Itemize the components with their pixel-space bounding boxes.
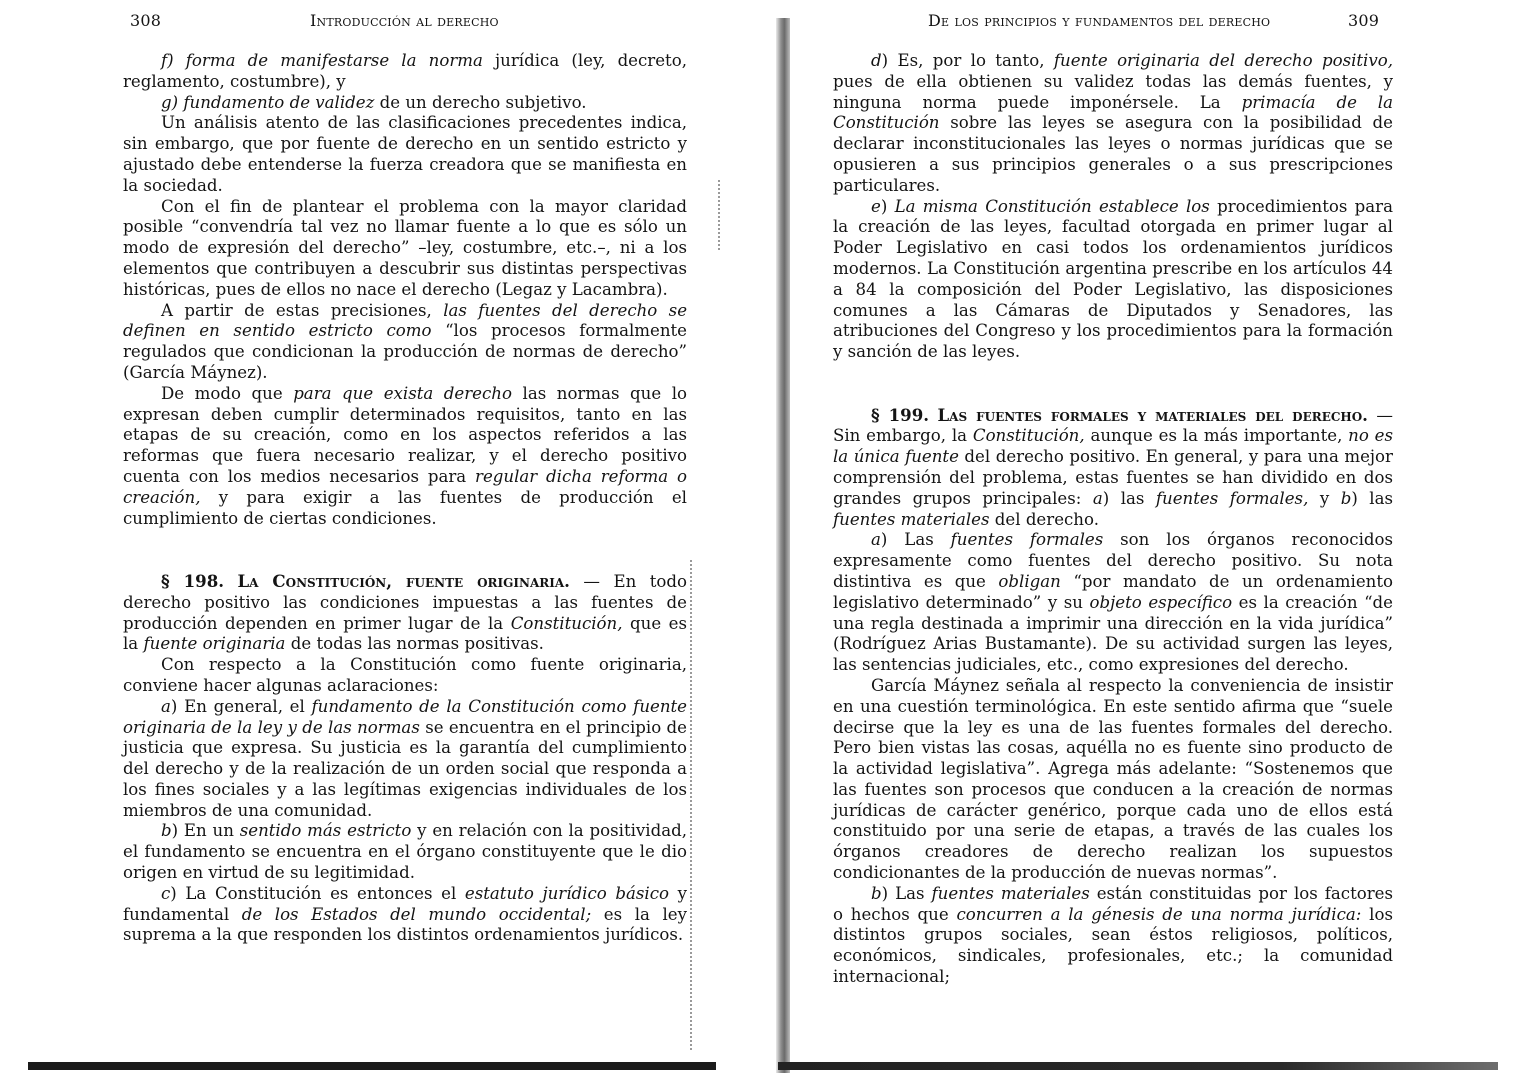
page-number-right: 309 bbox=[1348, 11, 1380, 30]
text-run: están constituidas por los factores o hechos que bbox=[833, 883, 1393, 924]
italic-text-run: las fuentes del derecho se definen en sentido estricto como bbox=[123, 300, 688, 341]
text-run: y en relación con la positividad, el fundamento se encuentra en el órgano constituyente que le dio origen en virtud de su legitimidad. bbox=[123, 821, 688, 883]
paragraph bbox=[123, 51, 687, 93]
text-run: procedimientos para la creación de las leyes, facultad otorgada en primer lugar al Poder Legislativo en casi todos los ordenamientos jurídicos modernos. La Constitución argentina prescribe en los artículos 44 a 84 la composición del Poder Legislativo, las disposiciones comunes a las Cámaras de Diputados y Senadores, las atribuciones del Congreso y los procedimientos para la formación y sanción de las leyes. bbox=[833, 196, 1393, 362]
text-run: que es la bbox=[123, 613, 688, 654]
paragraph bbox=[833, 197, 1393, 363]
text-run: “los procesos formalmente regulados que condicionan la producción de normas de derecho” (García Máynez). bbox=[123, 321, 687, 382]
text-run: y bbox=[1308, 488, 1341, 508]
text-run: ) Es, por lo tanto, bbox=[881, 51, 1054, 70]
text-run: se encuentra en el principio de justicia que expresa. Su justicia es la garantía del cumplimiento del derecho y de la realización de un orden social que responda a los fines sociales y a las legítimas exigencias individuales de los miembros de una comunidad. bbox=[123, 717, 687, 820]
text-run: jurídica (ley, decreto, reglamento, costumbre), y bbox=[123, 51, 687, 91]
paragraph bbox=[833, 530, 1393, 676]
section-199-mark: § 199. bbox=[871, 404, 930, 425]
italic-text-run: fuentes formales, bbox=[1155, 488, 1309, 508]
italic-text-run: a bbox=[1092, 488, 1103, 508]
section-198 bbox=[123, 571, 687, 655]
italic-text-run: primacía de la Constitución bbox=[833, 92, 1393, 133]
left-paragraphs bbox=[123, 51, 687, 529]
text-run: De modo que bbox=[161, 383, 294, 403]
italic-text-run: fuentes materiales bbox=[833, 509, 990, 529]
italic-text-run: f) forma de manifestarse la norma bbox=[161, 51, 483, 70]
italic-text-run: Constitución, bbox=[510, 613, 623, 633]
italic-text-run: b bbox=[871, 883, 882, 903]
text-run: los distintos grupos sociales, sean éstos religiosos, políticos, económicos, sindicales, profesionales, etc.; la comunidad internacional; bbox=[833, 904, 1393, 987]
italic-text-run: a bbox=[871, 530, 881, 550]
text-run: es la ley suprema a la que responden los distintos ordenamientos jurídicos. bbox=[123, 904, 687, 945]
text-run: son los órganos reconocidos expresamente como fuentes del derecho positivo. Su nota distintiva es que bbox=[833, 530, 1393, 591]
left-paragraphs-after bbox=[123, 655, 687, 946]
italic-text-run: regular dicha reforma o creación, bbox=[123, 466, 687, 507]
paragraph bbox=[833, 51, 1393, 197]
text-run: sobre las leyes se asegura con la posibilidad de declarar inconstitucionales las leyes o normas jurídicas que se opusieren a sus principios generales o a sus prescripciones particulares. bbox=[833, 113, 1393, 195]
italic-text-run: b bbox=[161, 821, 172, 841]
paragraph bbox=[833, 676, 1393, 884]
text-run: del derecho positivo. En general, y para una mejor comprensión del problema, estas fuentes se han dividido en dos grandes grupos principales: bbox=[833, 447, 1393, 508]
text-run: es la creación “de una regla destinada a imprimir una dirección en la vida jurídica” (Rodríguez Arias Bustamante). De su actividad surgen las leyes, las sentencias judiciales, etc., como expresiones del derecho. bbox=[833, 592, 1393, 675]
section-198-title: La Constitución, fuente originaria. bbox=[237, 570, 570, 591]
text-run: ) las bbox=[1351, 488, 1394, 508]
text-run: ) las bbox=[1102, 488, 1156, 508]
italic-text-run: e bbox=[871, 196, 881, 216]
italic-text-run: fuente originaria del derecho positivo, bbox=[1053, 51, 1394, 70]
right-paragraphs bbox=[833, 51, 1393, 363]
italic-text-run: fundamento de la Constitución como fuente originaria de la ley y de las normas bbox=[123, 696, 688, 737]
italic-text-run: para que exista derecho bbox=[293, 383, 512, 403]
paragraph bbox=[123, 384, 687, 530]
text-run: aunque es la más importante, bbox=[1084, 426, 1349, 446]
text-run: ) Las bbox=[880, 530, 951, 550]
paragraph bbox=[123, 113, 687, 196]
italic-text-run: sentido más estricto bbox=[239, 821, 412, 841]
text-run: Un análisis atento de las clasificaciones precedentes indica, sin embargo, que por fuente de derecho en un sentido estricto y ajustado debe entenderse la fuerza creadora que se manifiesta en la sociedad. bbox=[123, 113, 687, 195]
text-run: “por mandato de un ordenamiento legislativo determinado” y su bbox=[833, 571, 1393, 612]
italic-text-run: fuente originaria bbox=[143, 634, 286, 654]
section-199 bbox=[833, 405, 1393, 531]
running-head-right: De los principios y fundamentos del derecho bbox=[928, 11, 1271, 30]
text-run: Con el fin de plantear el problema con la mayor claridad posible “convendría tal vez no llamar fuente a lo que es sólo un modo de expresión del derecho” –ley, costumbre, etc.–, ni a los elementos que contribuyen a descubrir sus distintas perspectivas históricas, pues de ellos no nace el derecho (Legaz y Lacambra). bbox=[123, 196, 687, 299]
right-body-text bbox=[833, 51, 1393, 988]
italic-text-run: fuentes materiales bbox=[931, 883, 1090, 903]
italic-text-run: concurren a la génesis de una norma jurídica: bbox=[956, 904, 1362, 924]
text-run: ) bbox=[880, 196, 895, 216]
paragraph bbox=[123, 884, 687, 946]
text-run: — Sin embargo, la bbox=[833, 405, 1394, 446]
section-199-title: Las fuentes formales y materiales del derecho. bbox=[937, 404, 1368, 425]
italic-text-run: obligan bbox=[998, 571, 1061, 591]
right-paragraphs-after bbox=[833, 530, 1393, 988]
paragraph bbox=[123, 301, 687, 384]
italic-text-run: d bbox=[871, 51, 882, 70]
text-run: García Máynez señala al respecto la conveniencia de insistir en una cuestión terminológica. En este sentido afirma que “suele decirse que la ley es una de las fuentes formales del derecho. Pero bien vistas las cosas, aquélla no es fuente sino producto de la actividad legislativa”. Agrega más adelante: “Sostenemos que las fuentes son procesos que conducen a la creación de normas jurídicas de carácter genérico, porque cada uno de ellos está constituido por una serie de etapas, a través de las cuales los órganos creadores de derecho realizan los supuestos condicionantes de la producción de nuevas normas”. bbox=[833, 675, 1393, 883]
paragraph bbox=[123, 655, 687, 697]
italic-text-run: b bbox=[1340, 488, 1352, 508]
text-run: ) En general, el bbox=[170, 696, 312, 716]
paragraph bbox=[123, 821, 687, 883]
text-run: de un derecho subjetivo. bbox=[374, 92, 587, 112]
text-run: y para exigir a las fuentes de producción el cumplimiento de ciertas condiciones. bbox=[123, 487, 687, 528]
text-run: las normas que lo expresan deben cumplir determinados requisitos, tanto en las etapas de su creación, como en los aspectos referidos a las reformas que fuera necesario realizar, y el derecho positivo cuenta con los medios necesarios para bbox=[123, 383, 687, 486]
text-run: y fundamental bbox=[123, 883, 687, 924]
section-198-mark: § 198. bbox=[161, 570, 225, 591]
italic-text-run: fuentes formales bbox=[950, 530, 1104, 550]
running-head-left: Introducción al derecho bbox=[310, 11, 499, 30]
text-run: del derecho. bbox=[989, 509, 1099, 529]
italic-text-run: estatuto jurídico básico bbox=[464, 883, 669, 903]
paragraph bbox=[833, 884, 1393, 988]
text-run: ) Las bbox=[881, 883, 932, 903]
italic-text-run: no es la única fuente bbox=[833, 426, 1393, 467]
italic-text-run: objeto específico bbox=[1089, 592, 1233, 612]
left-body-text bbox=[123, 51, 687, 946]
text-run: ) En un bbox=[171, 821, 240, 841]
paragraph bbox=[123, 93, 687, 114]
italic-text-run: Constitución, bbox=[972, 426, 1085, 446]
text-run: Con respecto a la Constitución como fuente originaria, conviene hacer algunas aclaraciones: bbox=[123, 655, 687, 695]
paragraph bbox=[123, 697, 687, 822]
page-number-left: 308 bbox=[130, 11, 162, 30]
italic-text-run: c bbox=[161, 883, 171, 903]
paragraph bbox=[123, 197, 687, 301]
italic-text-run: g) fundamento de validez bbox=[161, 92, 375, 112]
italic-text-run: La misma Constitución establece los bbox=[894, 196, 1210, 216]
text-run: ) La Constitución es entonces el bbox=[170, 883, 465, 903]
italic-text-run: a bbox=[161, 696, 171, 716]
text-run: pues de ella obtienen su validez todas las demás fuentes, y ninguna norma puede imponérsele. La bbox=[833, 71, 1393, 112]
text-run: de todas las normas positivas. bbox=[285, 634, 544, 654]
italic-text-run: de los Estados del mundo occidental; bbox=[241, 904, 592, 924]
text-run: — En todo derecho positivo las condiciones impuestas a las fuentes de producción dependen en primer lugar de la bbox=[123, 571, 687, 633]
text-run: A partir de estas precisiones, bbox=[161, 300, 444, 320]
